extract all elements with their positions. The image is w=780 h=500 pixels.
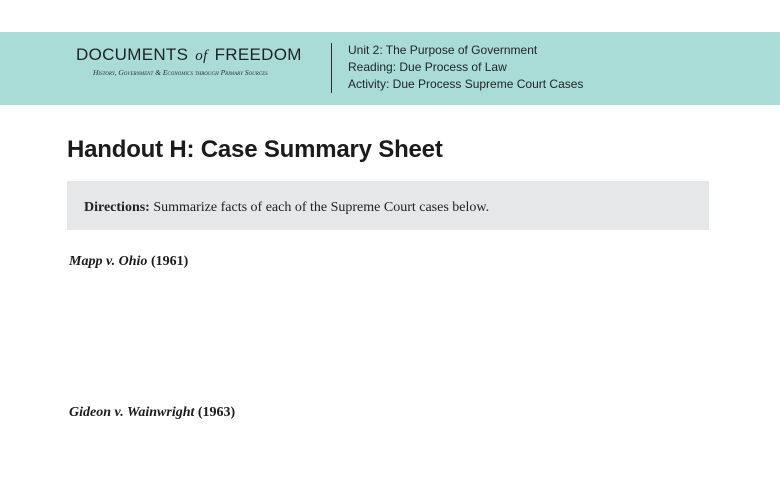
logo-title-of: of [195, 48, 208, 64]
logo-title [76, 44, 314, 67]
page-title: Handout H: Case Summary Sheet [67, 136, 443, 163]
directions-body: Summarize facts of each of the Supreme Court cases below. [153, 200, 490, 215]
logo-title-left: DOCUMENTS [76, 45, 189, 64]
logo-title-right: FREEDOM [214, 45, 302, 64]
unit-label: Unit 2: The Purpose of Government [348, 43, 538, 57]
case-name: Mapp v. Ohio [69, 254, 148, 269]
case-heading-gideon [69, 405, 235, 421]
case-heading-mapp [69, 254, 188, 270]
reading-label: Reading: Due Process of Law [348, 60, 507, 74]
unit-info [348, 42, 583, 93]
activity-label: Activity: Due Process Supreme Court Cases [348, 77, 584, 91]
documents-of-freedom-logo [76, 44, 314, 77]
header-divider [331, 43, 332, 93]
directions-text [84, 200, 489, 216]
logo-subtitle: History, Government & Economics through Primary Sources [93, 68, 268, 77]
header-band [0, 32, 780, 105]
case-name: Gideon v. Wainwright [69, 405, 195, 420]
case-year: (1961) [150, 254, 189, 269]
case-year: (1963) [197, 405, 236, 420]
directions-label: Directions: [84, 200, 150, 215]
directions-box [67, 181, 709, 230]
